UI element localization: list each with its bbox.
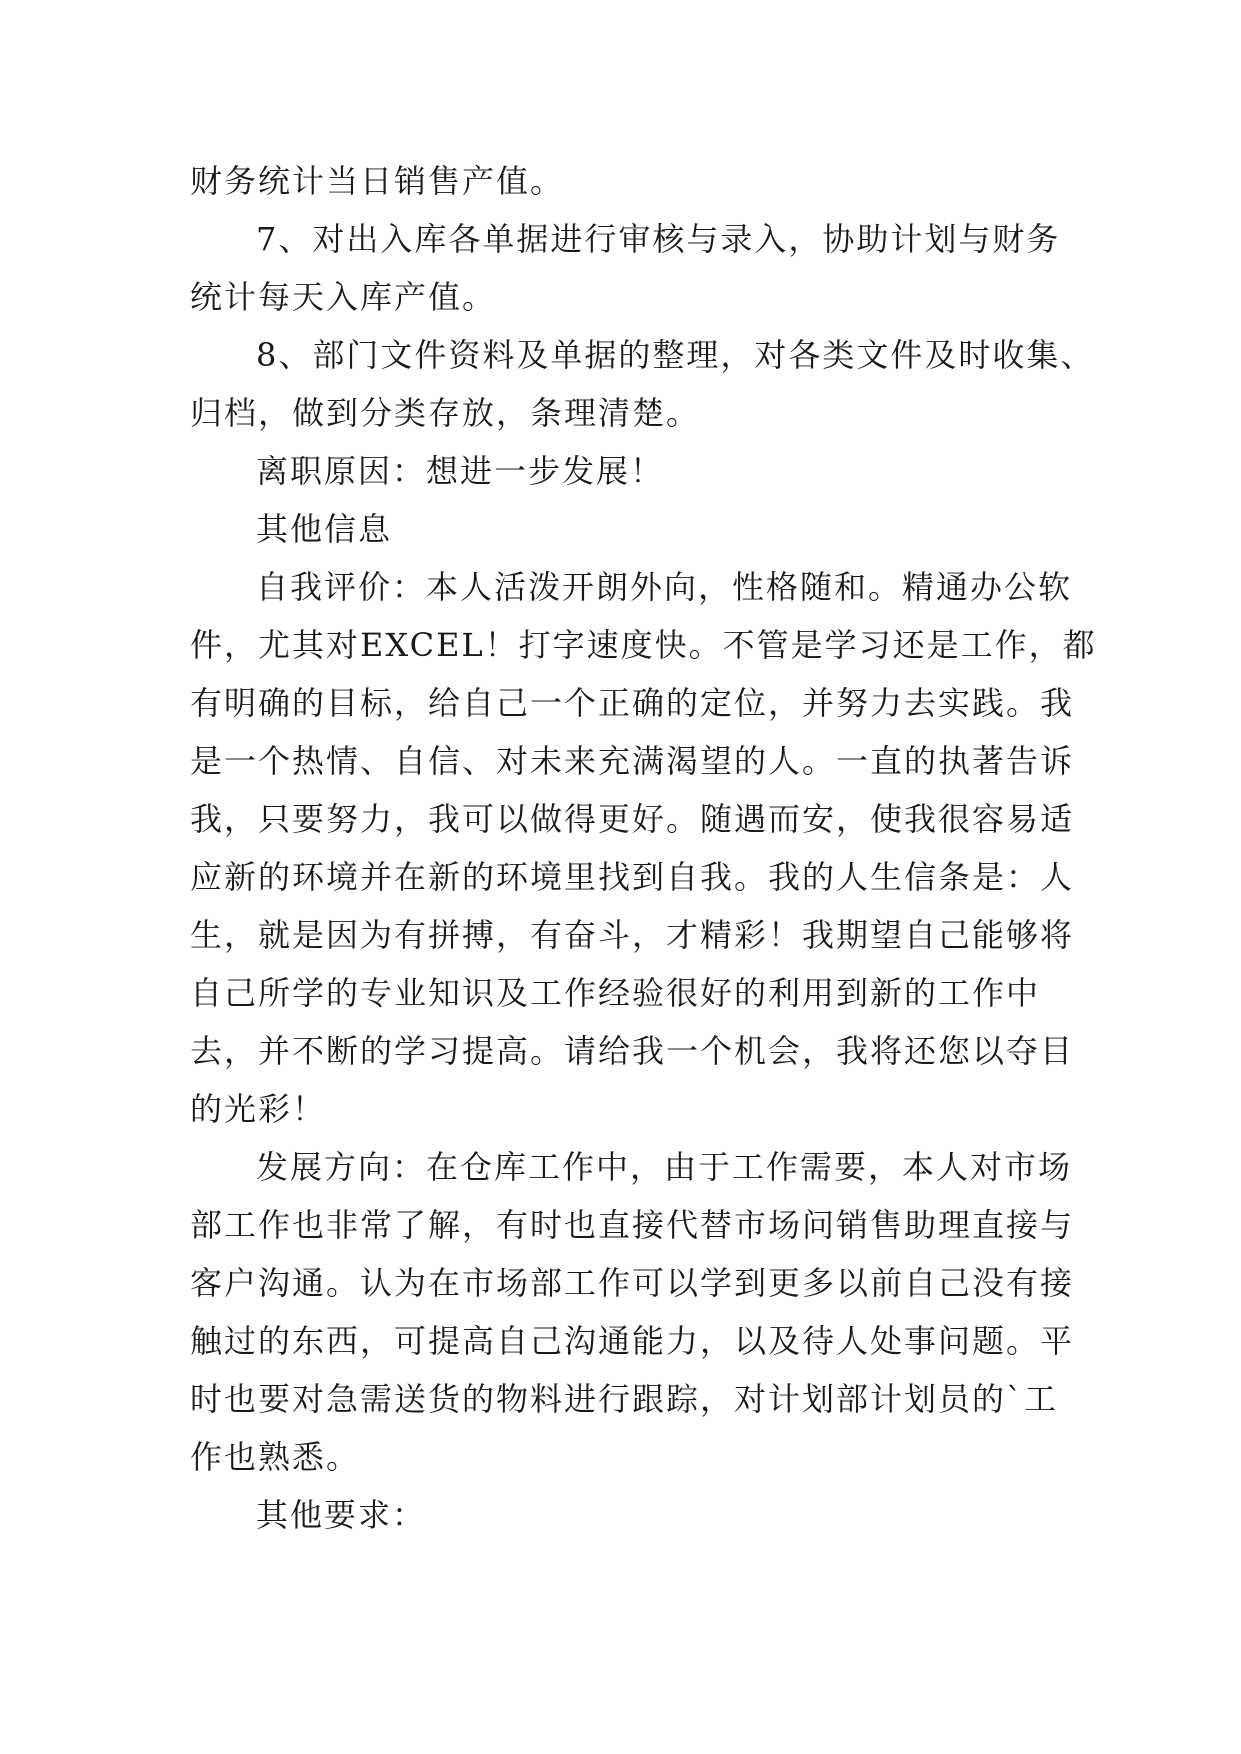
- text-line: 其他要求：: [256, 1496, 427, 1534]
- text-line: 归档，做到分类存放，条理清楚。: [190, 394, 701, 432]
- text-line: 作也熟悉。: [190, 1438, 361, 1476]
- text-line: 统计每天入库产值。: [190, 278, 497, 316]
- text-line: 时也要对急需送货的物料进行跟踪，对计划部计划员的`工: [190, 1380, 1059, 1418]
- text-line: 部工作也非常了解，有时也直接代替市场问销售助理直接与: [190, 1206, 1075, 1244]
- text-line: 件，尤其对EXCEL！打字速度快。不管是学习还是工作，都: [190, 626, 1097, 664]
- text-line: 7、对出入库各单据进行审核与录入，协助计划与财务: [256, 220, 1061, 258]
- text-line: 的光彩！: [190, 1090, 327, 1128]
- text-line: 8、部门文件资料及单据的整理，对各类文件及时收集、: [256, 336, 1095, 374]
- text-line: 我，只要努力，我可以做得更好。随遇而安，使我很容易适: [190, 800, 1075, 838]
- text-line: 自己所学的专业知识及工作经验很好的利用到新的工作中: [190, 974, 1041, 1012]
- text-line: 应新的环境并在新的环境里找到自我。我的人生信条是：人: [190, 858, 1075, 896]
- document-body: [190, 152, 1097, 1544]
- text-line: 离职原因：想进一步发展！: [256, 452, 665, 490]
- text-line: 财务统计当日销售产值。: [190, 162, 565, 200]
- text-line: 客户沟通。认为在市场部工作可以学到更多以前自己没有接: [190, 1264, 1075, 1302]
- text-line: 发展方向：在仓库工作中，由于工作需要，本人对市场: [256, 1148, 1073, 1186]
- text-line: 自我评价：本人活泼开朗外向，性格随和。精通办公软: [256, 568, 1073, 606]
- text-line: 去，并不断的学习提高。请给我一个机会，我将还您以夺目: [190, 1032, 1075, 1070]
- text-line: 生，就是因为有拼搏，有奋斗，才精彩！我期望自己能够将: [190, 916, 1075, 954]
- section-heading: 其他信息: [256, 510, 393, 548]
- text-line: 有明确的目标，给自己一个正确的定位，并努力去实践。我: [190, 684, 1075, 722]
- text-line: 触过的东西，可提高自己沟通能力，以及待人处事问题。平: [190, 1322, 1075, 1360]
- text-line: 是一个热情、自信、对未来充满渴望的人。一直的执著告诉: [190, 742, 1075, 780]
